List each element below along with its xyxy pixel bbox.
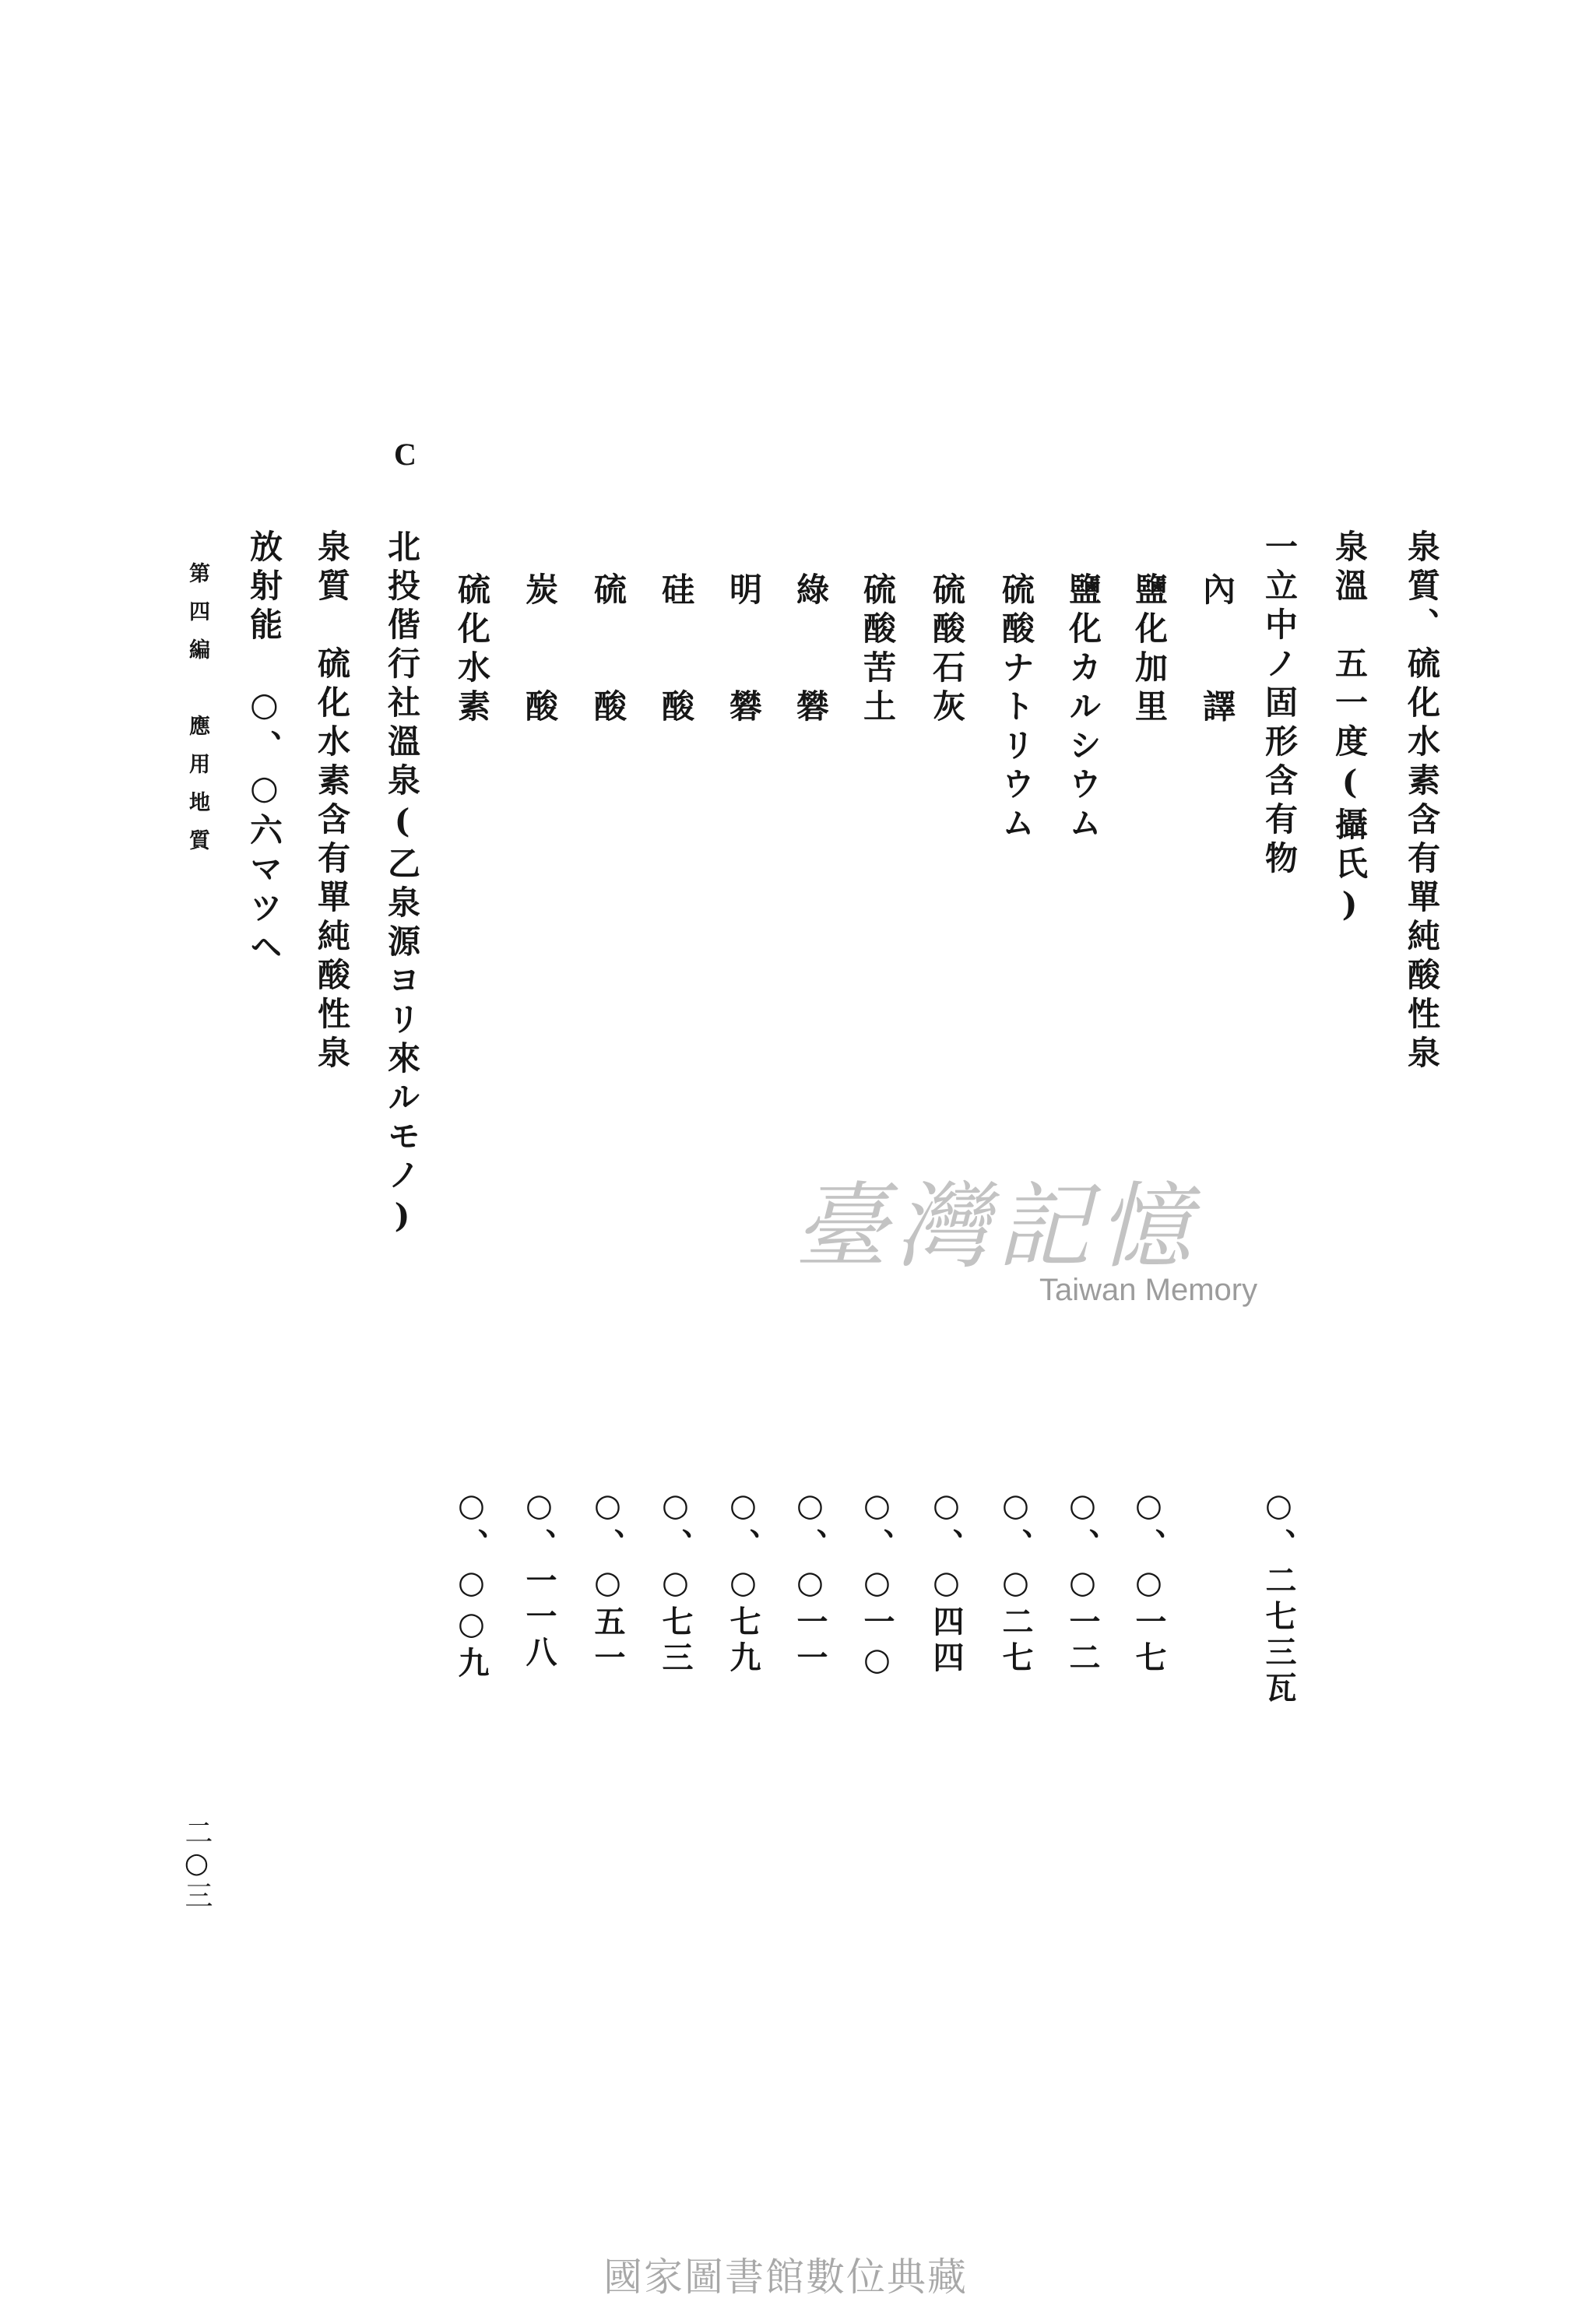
constituent-name: 硫酸ナトリウム (997, 572, 1035, 845)
breakdown-label: 內 譯 (1198, 572, 1236, 728)
constituent-value: ○、○五一 (589, 1487, 626, 1677)
constituent-name: 鹽化加里 (1130, 572, 1169, 728)
section-title: 第四編 應用地質 (185, 562, 209, 867)
constituent-value: ○、○二七 (997, 1487, 1034, 1677)
constituent-value: ○、○○九 (453, 1487, 490, 1682)
page-number: 二○三 (181, 1818, 213, 1910)
constituent-value: ○、○四四 (928, 1487, 965, 1677)
library-watermark: 國家圖書館數位典藏 (603, 2255, 968, 2300)
section-c-radioactivity: 放射能 ○、○六マツヘ (245, 529, 283, 968)
total-solids-value: ○、二七三瓦 (1260, 1487, 1297, 1707)
constituent-value: ○、○七九 (725, 1487, 761, 1677)
solids-per-liter-line: 一立中ノ固形含有物 (1260, 529, 1299, 880)
spring-quality-line: 泉質、硫化水素含有單純酸性泉 (1403, 529, 1441, 1074)
taiwan-memory-watermark-en: Taiwan Memory (1039, 1273, 1258, 1307)
constituent-value: ○、○一一 (792, 1487, 828, 1677)
constituent-value: ○、○一二 (1064, 1487, 1101, 1677)
section-c-marker: C (394, 437, 417, 472)
constituent-name: 明 礬 (725, 572, 763, 728)
constituent-name: 綠 礬 (792, 572, 830, 728)
constituent-name: 硅 酸 (657, 572, 695, 728)
constituent-value: ○、○一七 (1130, 1487, 1167, 1677)
constituent-name: 硫 酸 (589, 572, 628, 728)
taiwan-memory-watermark: 臺灣記憶 (794, 1173, 1199, 1281)
spring-temperature-line: 泉溫 五一度(攝氏) (1331, 529, 1369, 930)
constituent-value: ○、一一八 (521, 1487, 557, 1671)
constituent-name: 硫酸石灰 (928, 572, 966, 728)
constituent-value: ○、○一○ (859, 1487, 895, 1682)
constituent-name: 硫化水素 (453, 572, 491, 728)
section-c-spring-quality: 泉質 硫化水素含有單純酸性泉 (313, 529, 351, 1074)
constituent-value: ○、○七三 (657, 1487, 694, 1677)
constituent-name: 硫酸苦土 (859, 572, 897, 728)
section-c-spring-name: 北投偕行社溫泉(乙泉源ヨリ來ルモノ) (383, 529, 421, 1241)
constituent-name: 鹽化カルシウム (1064, 572, 1102, 845)
constituent-name: 炭 酸 (521, 572, 559, 728)
